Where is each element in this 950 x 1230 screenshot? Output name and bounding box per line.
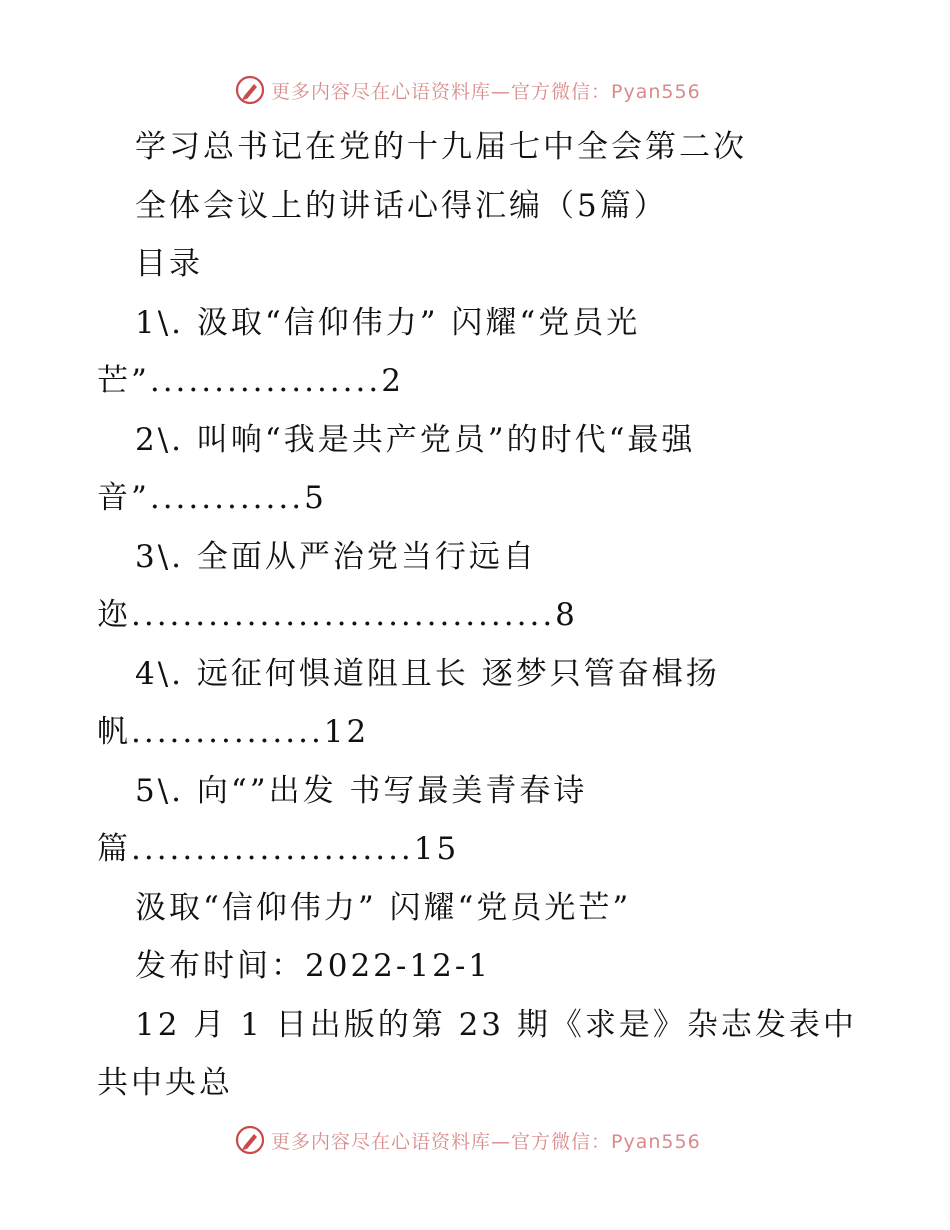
publish-time: 发布时间：2022-12-1 [135, 948, 492, 984]
watermark-header [235, 73, 701, 107]
toc-entry-3-leader: 迩.................................8 [97, 597, 578, 633]
toc-entry-4-title: 4\. 远征何惧道阻且长 逐梦只管奋楫扬 [135, 656, 720, 692]
article-title: 汲取“信仰伟力” 闪耀“党员光芒” [135, 890, 632, 926]
pen-logo-icon [235, 1125, 265, 1155]
watermark-text: 更多内容尽在心语资料库—官方微信：Pyan556 [271, 80, 701, 103]
document-title-line-1: 学习总书记在党的十九届七中全会第二次 [135, 129, 747, 165]
toc-entry-3-title: 3\. 全面从严治党当行远自 [135, 539, 537, 575]
toc-entry-5-leader: 篇......................15 [97, 831, 460, 867]
body-paragraph-line-2: 共中央总 [97, 1065, 233, 1101]
toc-entry-4-leader: 帆...............12 [97, 714, 370, 750]
toc-entry-2-leader: 音”............5 [97, 480, 327, 516]
toc-heading: 目录 [135, 246, 203, 282]
watermark-footer [235, 1123, 701, 1157]
toc-entry-1-title: 1\. 汲取“信仰伟力” 闪耀“党员光 [135, 305, 641, 341]
toc-entry-5-title: 5\. 向“”出发 书写最美青春诗 [135, 773, 588, 809]
toc-entry-1-leader: 芒”..................2 [97, 363, 404, 399]
document-title-line-2: 全体会议上的讲话心得汇编（5篇） [135, 188, 668, 224]
watermark-text: 更多内容尽在心语资料库—官方微信：Pyan556 [271, 1130, 701, 1153]
body-paragraph-line-1: 12 月 1 日出版的第 23 期《求是》杂志发表中 [135, 1007, 857, 1043]
toc-entry-2-title: 2\. 叫响“我是共产党员”的时代“最强 [135, 422, 696, 458]
pen-logo-icon [235, 75, 265, 105]
